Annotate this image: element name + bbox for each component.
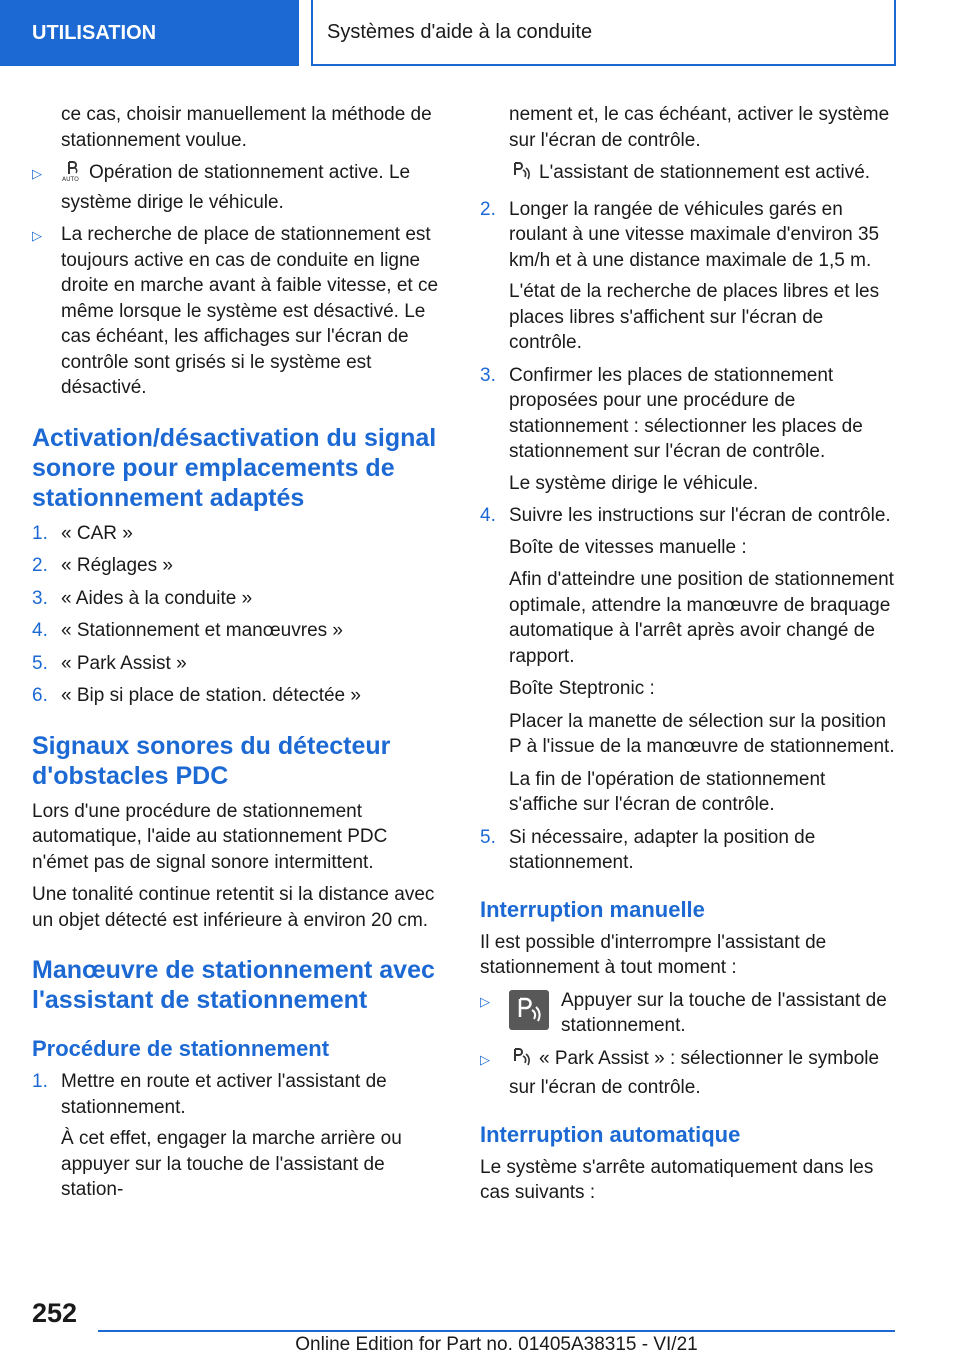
footer-rule <box>98 1330 895 1332</box>
list-item <box>32 160 444 215</box>
paragraph: Le système dirige le véhicule. <box>509 472 759 494</box>
paragraph: Une tonalité continue retentit si la distance avec un objet détecté est inférieure à environ 20 cm. <box>32 884 435 931</box>
triangle-bullet-icon: ▷ <box>32 228 42 243</box>
park-assist-icon <box>509 1046 533 1076</box>
heading-procedure: Procédure de stationnement <box>32 1036 330 1061</box>
steps-list <box>32 521 444 709</box>
triangle-bullet-icon: ▷ <box>480 993 490 1009</box>
paragraph: Placer la manette de sélection sur la position P à l'issue de la manœuvre de stationnement. <box>509 710 895 757</box>
continued-text: ce cas, choisir manuellement la méthode de stationnement voulue. <box>61 104 432 151</box>
list-item: ▷ « Park Assist » : sélectionner le symbole sur l'écran de contrôle. <box>480 1047 880 1098</box>
paragraph: Le système s'arrête automatiquement dans les cas suivants : <box>480 1156 874 1203</box>
continued-text: nement et, le cas échéant, activer le système sur l'écran de contrôle. <box>509 104 890 151</box>
page-header <box>0 0 960 66</box>
list-item: 1. Mettre en route et activer l'assistant de stationnement. <box>32 1071 387 1118</box>
list-item: 1. « CAR » <box>32 522 133 544</box>
footer-edition: Online Edition for Part no. 01405A38315 - VI/21 <box>295 1334 698 1355</box>
paragraph: À cet effet, engager la marche arrière ou appuyer sur la touche de l'assistant de station- <box>61 1128 402 1200</box>
heading-manual-interruption: Interruption manuelle <box>480 896 705 922</box>
heading-auto-interruption: Interruption automatique <box>480 1121 741 1147</box>
right-column <box>480 102 895 1213</box>
paragraph: Boîte Steptronic : <box>509 678 655 699</box>
chapter-title: Systèmes d'aide à la conduite <box>311 0 896 66</box>
list-item: 3. « Aides à la conduite » <box>32 587 253 609</box>
heading-manoeuvre: Manœuvre de stationnement avec l'assistant de stationnement <box>32 956 435 1014</box>
paragraph: La fin de l'opération de stationnement s'affiche sur l'écran de contrôle. <box>509 768 826 815</box>
icon-line: L'assistant de stationnement est activé. <box>480 160 895 190</box>
heading-activation: Activation/désactivation du signal sonore pour emplacements de stationnement adaptés <box>32 423 437 512</box>
paragraph: Il est possible d'interrompre l'assistant de stationnement à tout moment : <box>480 931 827 978</box>
list-item: 2. Longer la rangée de véhicules garés en roulant à une vitesse maximale d'environ 35 km/h et à une distance maximale de 1,5 m. <box>480 198 880 271</box>
list-item: 6. « Bip si place de station. détectée » <box>32 685 361 706</box>
page-number: 252 <box>32 1298 78 1328</box>
left-column <box>32 102 444 1210</box>
svg-text:AUTO: AUTO <box>62 176 79 182</box>
paragraph: L'état de la recherche de places libres et les places libres s'affichent sur l'écran de contrôle. <box>509 281 880 353</box>
heading-pdc: Signaux sonores du détecteur d'obstacles PDC <box>32 731 391 790</box>
park-assist-auto-icon <box>61 160 83 190</box>
list-item: 2. « Réglages » <box>32 555 173 576</box>
list-item: ▷ Appuyer sur la touche de l'assistant de stationnement. <box>480 989 887 1036</box>
list-item: 5. « Park Assist » <box>32 652 187 674</box>
list-item: 3. Confirmer les places de stationnement proposées pour une procédure de stationnement : sélectionner les places de stationnement sur l'écran de contrôle. <box>480 364 863 462</box>
paragraph: Afin d'atteindre une position de stationnement optimale, attendre la manœuvre de braquage automatique à l'arrêt après avoir changé de rapport. <box>509 569 894 667</box>
bullet-text: Opération de stationnement active. Le système dirige le véhicule. <box>61 162 411 213</box>
list-item <box>32 222 444 401</box>
list-item: 4. « Stationnement et manœuvres » <box>32 620 343 641</box>
park-assist-button-icon <box>509 990 549 1030</box>
park-assist-icon <box>509 160 533 190</box>
paragraph: Lors d'une procédure de stationnement automatique, l'aide au stationnement PDC n'émet pas de signal sonore intermittent. <box>32 800 388 873</box>
section-tab: UTILISATION <box>0 0 299 66</box>
bullet-text: La recherche de place de stationnement est toujours active en cas de conduite en ligne droite en marche avant à faible vitesse, et ce même lorsque le système est désactivé. Le cas échéant, les affichages sur l'écran de contrôle sont grisés si le système est désactivé. <box>61 224 439 398</box>
paragraph: Boîte de vitesses manuelle : <box>509 536 747 558</box>
list-item: 5. Si nécessaire, adapter la position de stationnement. <box>480 826 816 873</box>
triangle-bullet-icon: ▷ <box>32 166 42 181</box>
triangle-bullet-icon: ▷ <box>480 1051 490 1067</box>
list-item: 4. Suivre les instructions sur l'écran de contrôle. <box>480 505 891 526</box>
